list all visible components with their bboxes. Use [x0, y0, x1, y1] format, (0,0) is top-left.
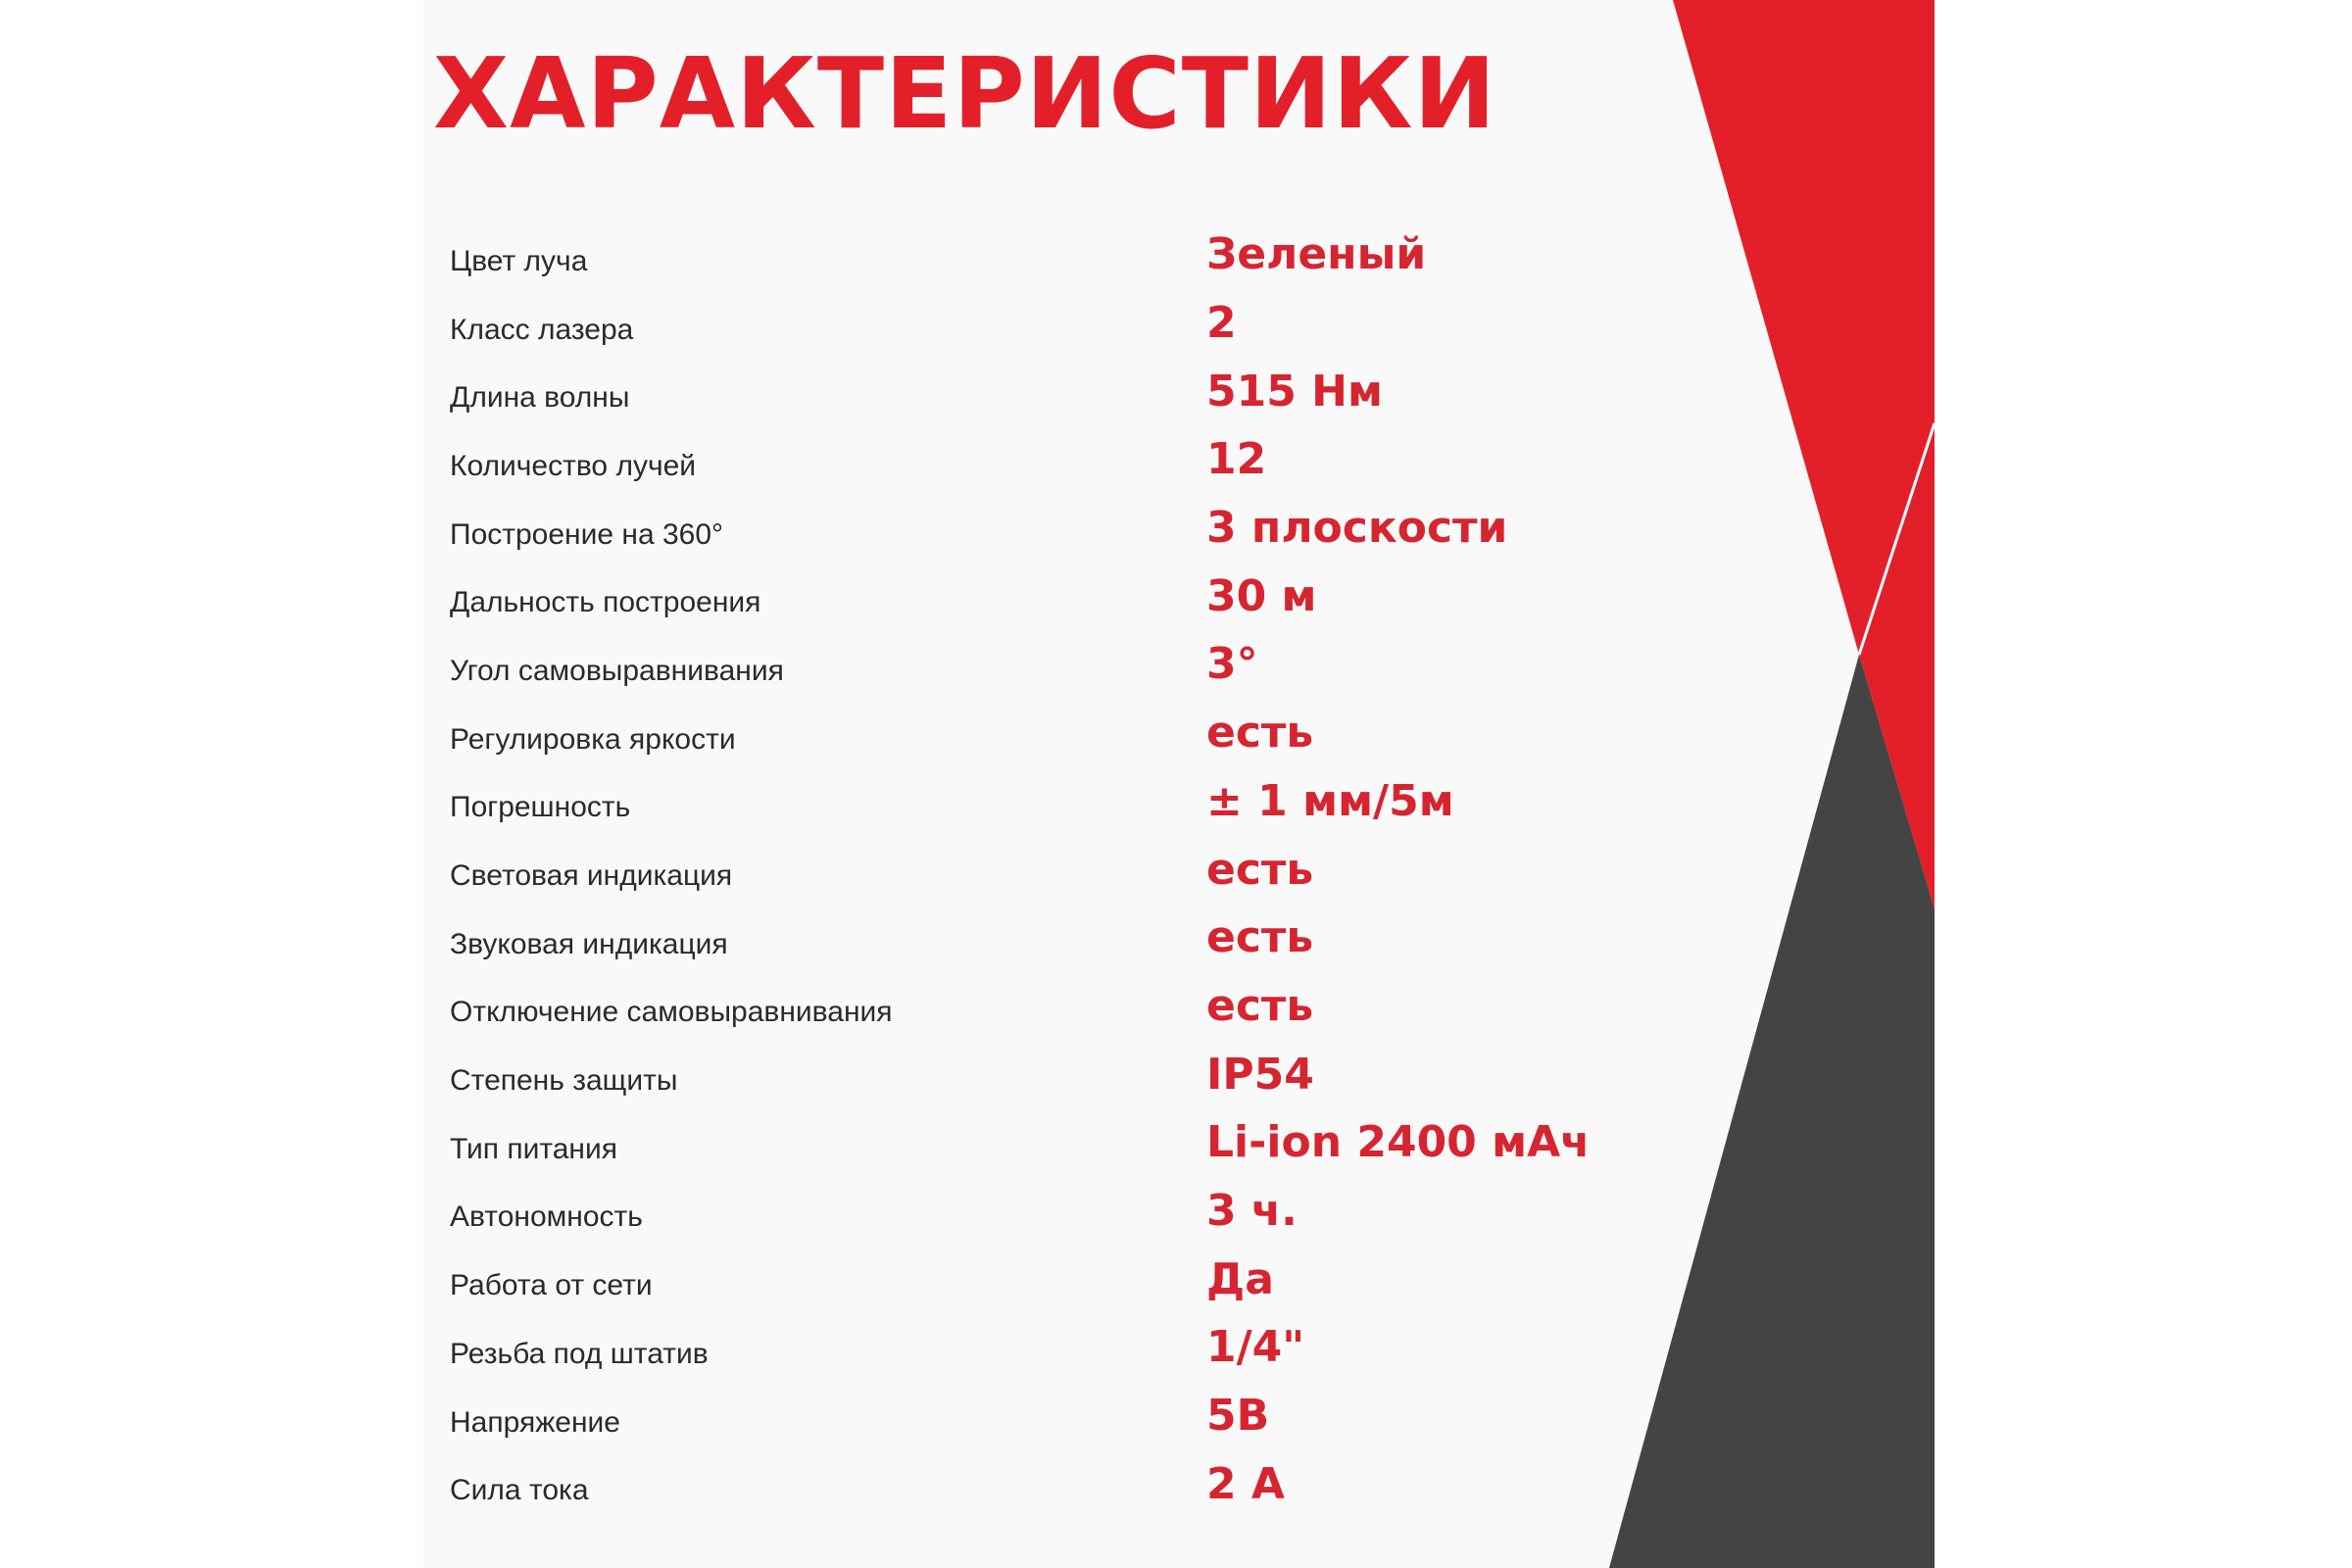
- spec-value: 2 А: [1206, 1458, 1285, 1509]
- spec-row: [450, 699, 1606, 767]
- spec-label: Отключение самовыравнивания: [450, 996, 893, 1029]
- spec-value: 2: [1206, 298, 1237, 349]
- spec-row: [450, 425, 1606, 494]
- spec-value: 30 м: [1206, 570, 1317, 621]
- spec-label: Резьба под штатив: [450, 1337, 709, 1370]
- spec-value: ± 1 мм/5м: [1206, 775, 1454, 826]
- spec-label: Работа от сети: [450, 1269, 653, 1302]
- spec-label: Сила тока: [450, 1474, 589, 1507]
- dark-gray-triangle-shape: [1609, 655, 1935, 1568]
- spec-label: Длина волны: [450, 381, 630, 415]
- spec-row: [450, 562, 1606, 630]
- spec-label: Регулировка яркости: [450, 722, 736, 756]
- spec-value: есть: [1206, 844, 1314, 895]
- spec-row: [450, 289, 1606, 358]
- spec-row: [450, 1449, 1606, 1518]
- spec-label: Автономность: [450, 1200, 643, 1234]
- spec-row: [450, 972, 1606, 1041]
- spec-value: 515 Нм: [1206, 366, 1383, 416]
- spec-row: [450, 1245, 1606, 1313]
- spec-row: [450, 494, 1606, 563]
- spec-value: 3 плоскости: [1206, 503, 1508, 554]
- spec-label: Звуковая индикация: [450, 927, 728, 960]
- spec-value: есть: [1206, 980, 1314, 1031]
- spec-value: IP54: [1206, 1049, 1314, 1100]
- spec-label: Тип питания: [450, 1132, 618, 1165]
- spec-row: [450, 630, 1606, 699]
- spec-value: 3 ч.: [1206, 1185, 1298, 1236]
- spec-label: Цвет луча: [450, 244, 588, 277]
- spec-value: 5В: [1206, 1391, 1270, 1442]
- spec-row: [450, 1177, 1606, 1246]
- spec-label: Угол самовыравнивания: [450, 654, 784, 687]
- spec-label: Напряжение: [450, 1405, 620, 1439]
- spec-value: 12: [1206, 434, 1267, 485]
- spec-row: [450, 1040, 1606, 1108]
- spec-label: Степень защиты: [450, 1064, 678, 1098]
- spec-row: [450, 835, 1606, 904]
- spec-row: [450, 904, 1606, 972]
- spec-label: Дальность построения: [450, 586, 761, 619]
- spec-value: Li-ion 2400 мАч: [1206, 1117, 1591, 1168]
- spec-label: Погрешность: [450, 791, 631, 824]
- page-title: ХАРАКТЕРИСТИКИ: [433, 36, 1497, 151]
- spec-label: Класс лазера: [450, 313, 634, 346]
- spec-value: есть: [1206, 912, 1314, 963]
- spec-sheet-panel: [423, 0, 1935, 1568]
- spec-label: Построение на 360°: [450, 517, 724, 551]
- spec-row: [450, 220, 1606, 289]
- spec-row: [450, 1313, 1606, 1382]
- spec-value: 1/4": [1206, 1322, 1305, 1373]
- spec-value: 3°: [1206, 639, 1258, 690]
- spec-value: Зеленый: [1206, 229, 1427, 280]
- spec-value: есть: [1206, 708, 1314, 759]
- red-triangle-shape: [1673, 0, 1935, 909]
- spec-value: Да: [1206, 1253, 1274, 1304]
- spec-row: [450, 767, 1606, 836]
- spec-row: [450, 357, 1606, 425]
- spec-row: [450, 1108, 1606, 1177]
- spec-label: Световая индикация: [450, 859, 733, 893]
- spec-row: [450, 1382, 1606, 1450]
- spec-label: Количество лучей: [450, 449, 697, 482]
- specs-table: [450, 220, 1606, 1518]
